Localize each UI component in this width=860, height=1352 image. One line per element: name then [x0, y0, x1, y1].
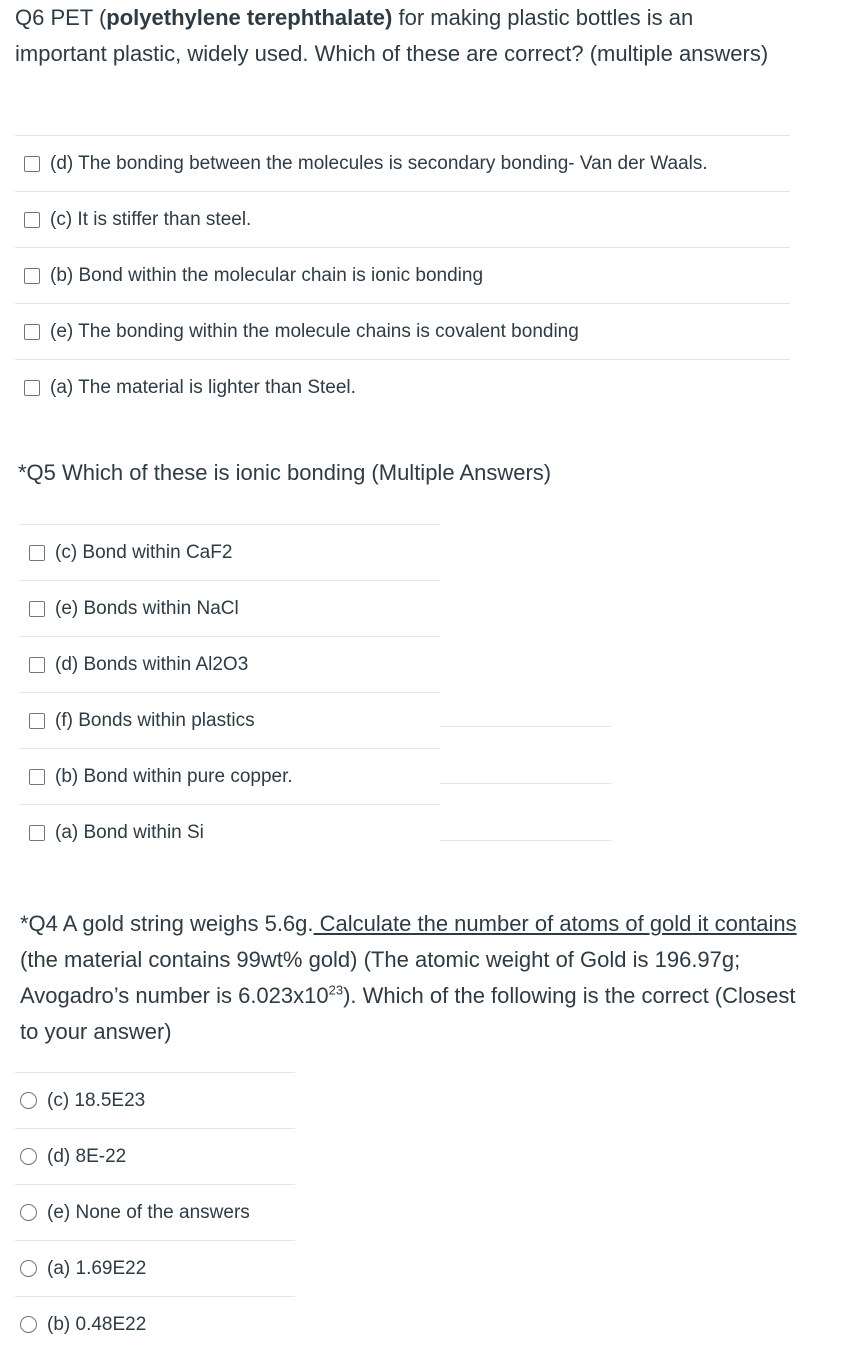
checkbox[interactable]: [29, 657, 45, 673]
checkbox[interactable]: [24, 212, 40, 228]
answer-option[interactable]: [15, 359, 790, 415]
answer-label: (c) 18.5E23: [47, 1089, 146, 1111]
answer-label: (b) Bond within the molecular chain is ionic bonding: [50, 264, 484, 286]
answer-option[interactable]: [15, 1240, 295, 1296]
answer-option[interactable]: [20, 524, 440, 580]
answer-label: (e) None of the answers: [47, 1201, 250, 1223]
answer-option[interactable]: [15, 1184, 295, 1240]
answer-label: (e) The bonding within the molecule chains is covalent bonding: [50, 320, 579, 342]
q4-text-a: *Q4 A gold string weighs 5.6g.: [20, 911, 314, 936]
answer-option[interactable]: [15, 247, 790, 303]
answer-label: (d) Bonds within Al2O3: [55, 653, 249, 675]
divider: [440, 726, 612, 727]
answer-label: (d) 8E-22: [47, 1145, 127, 1167]
answer-label: (f) Bonds within plastics: [55, 709, 255, 731]
answer-option[interactable]: [15, 135, 790, 191]
checkbox[interactable]: [29, 601, 45, 617]
answer-option[interactable]: [15, 303, 790, 359]
q6-text-prefix: Q6 PET (: [15, 5, 107, 30]
answer-option[interactable]: [20, 636, 440, 692]
question-q6-text: [15, 0, 785, 72]
checkbox[interactable]: [29, 545, 45, 561]
answer-label: (d) The bonding between the molecules is secondary bonding- Van der Waals.: [50, 152, 708, 174]
question-q6: [15, 0, 815, 72]
answer-option[interactable]: [15, 191, 790, 247]
checkbox[interactable]: [29, 769, 45, 785]
answer-option[interactable]: [20, 804, 440, 860]
q4-text-c: ). Which of the following is the correct (Closest to your answer): [20, 983, 796, 1044]
q4-text-b: (the material contains 99wt% gold) (The atomic weight of Gold is 196.97g; Avogadro’s number is 6.023x10: [20, 947, 741, 1008]
question-q4: [20, 906, 820, 1050]
answer-option[interactable]: [15, 1296, 295, 1352]
answer-label: (a) Bond within Si: [55, 821, 204, 843]
q6-answer-list: [15, 135, 790, 415]
answer-label: (b) 0.48E22: [47, 1313, 147, 1335]
answer-option[interactable]: [20, 748, 440, 804]
answer-label: (b) Bond within pure copper.: [55, 765, 293, 787]
checkbox[interactable]: [24, 380, 40, 396]
checkbox[interactable]: [24, 268, 40, 284]
radio-button[interactable]: [20, 1316, 37, 1333]
q6-text-rest: for making plastic bottles is an important plastic, widely used. Which of these are correct? (multiple answers): [15, 5, 769, 66]
q6-text-bold: polyethylene terephthalate): [106, 5, 393, 30]
answer-label: (a) 1.69E22: [47, 1257, 147, 1279]
divider: [440, 783, 612, 784]
checkbox[interactable]: [24, 324, 40, 340]
answer-option[interactable]: [20, 692, 440, 748]
radio-button[interactable]: [20, 1092, 37, 1109]
q5-answer-list: [20, 524, 440, 860]
question-q5-text: *Q5 Which of these is ionic bonding (Multiple Answers): [18, 460, 552, 485]
answer-option[interactable]: [20, 580, 440, 636]
answer-label: (a) The material is lighter than Steel.: [50, 376, 356, 398]
q4-text-underlined: Calculate the number of atoms of gold it contains: [313, 911, 797, 936]
divider: [440, 840, 612, 841]
question-q5: [18, 455, 818, 491]
q4-text-sup: 23: [328, 982, 344, 998]
radio-button[interactable]: [20, 1260, 37, 1277]
q4-answer-list: [15, 1072, 295, 1352]
answer-label: (c) It is stiffer than steel.: [50, 208, 252, 230]
answer-label: (c) Bond within CaF2: [55, 541, 233, 563]
radio-button[interactable]: [20, 1148, 37, 1165]
checkbox[interactable]: [29, 825, 45, 841]
question-q4-text: [20, 906, 805, 1050]
checkbox[interactable]: [29, 713, 45, 729]
answer-option[interactable]: [15, 1128, 295, 1184]
radio-button[interactable]: [20, 1204, 37, 1221]
answer-label: (e) Bonds within NaCl: [55, 597, 239, 619]
answer-option[interactable]: [15, 1072, 295, 1128]
checkbox[interactable]: [24, 156, 40, 172]
